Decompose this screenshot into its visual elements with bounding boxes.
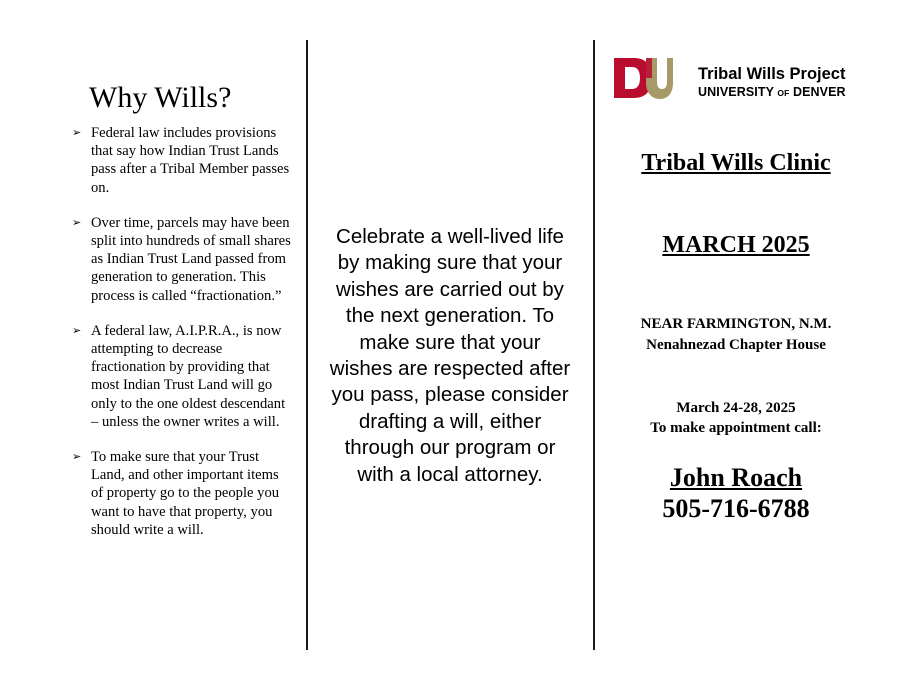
clinic-location: NEAR FARMINGTON, N.M.	[640, 316, 832, 332]
arrowhead-bullet-icon: ➢	[72, 126, 82, 139]
reasons-list	[70, 124, 292, 539]
list-item	[70, 322, 292, 431]
list-item-text: Federal law includes provisions that say how Indian Trust Lands pass after a Tribal Member passes on.	[91, 125, 290, 196]
list-item-text: Over time, parcels may have been split into hundreds of small shares as Indian Trust Land passed from generation to generation. This process is called “fractionation.”	[91, 214, 291, 304]
panel-divider-left	[306, 40, 308, 650]
arrowhead-bullet-icon: ➢	[72, 450, 82, 464]
du-logo-icon	[612, 56, 674, 100]
left-panel	[70, 80, 292, 556]
list-item	[70, 214, 292, 305]
list-item	[70, 124, 292, 197]
du-tribal-wills-logo	[612, 56, 868, 102]
clinic-month: MARCH 2025	[662, 232, 810, 258]
contact-name: John Roach	[669, 463, 803, 492]
clinic-venue: Nenahnezad Chapter House	[646, 337, 826, 353]
list-item-text: To make sure that your Trust Land, and other important items of property go to the people you want to have that property, you should write a will.	[91, 449, 280, 538]
contact-phone: 505-716-6788	[662, 494, 810, 523]
arrowhead-bullet-icon: ➢	[72, 215, 82, 229]
arrowhead-bullet-icon: ➢	[72, 323, 82, 337]
appointment-prompt: To make appointment call:	[650, 420, 822, 436]
logo-title: Tribal Wills Project	[698, 65, 846, 83]
clinic-dates: March 24-28, 2025	[676, 400, 796, 416]
list-item	[70, 448, 292, 539]
list-item-text: A federal law, A.I.P.R.A., is now attempting to decrease fractionation by providing that most Indian Trust Land will go only to the one oldest descendant – unless the owner writes a will.	[91, 322, 286, 430]
logo-university: UNIVERSITY OF DENVER	[698, 85, 846, 99]
panel-divider-right	[593, 40, 595, 650]
why-wills-title: Why Wills?	[89, 81, 232, 114]
middle-panel-message: Celebrate a well-lived life by making sure that your wishes are carried out by the next generation. To make sure that your wishes are respected after you pass, please consider drafting a will, either through our program or with a local attorney.	[329, 225, 571, 486]
clinic-title: Tribal Wills Clinic	[641, 150, 831, 176]
